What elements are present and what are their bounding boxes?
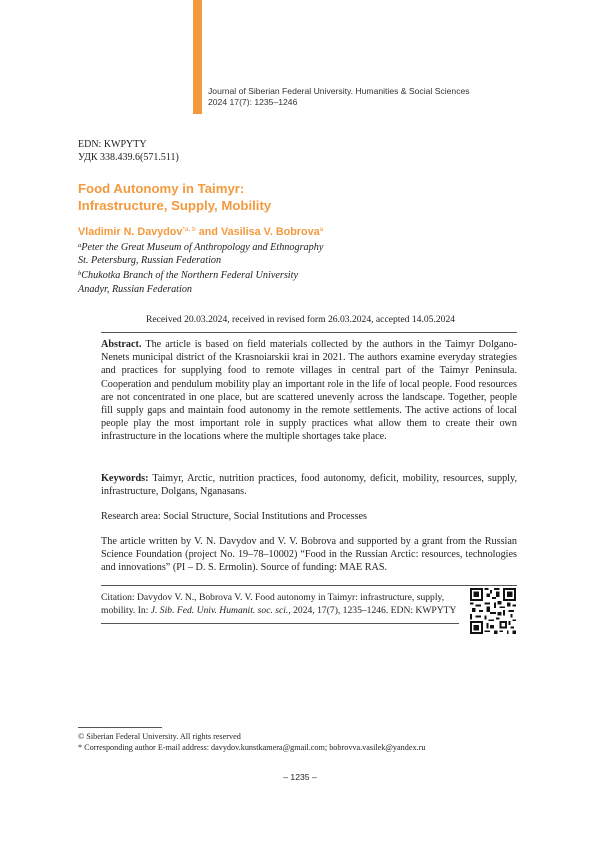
journal-name: Journal of Siberian Federal University. Humanities & Social Sciences: [208, 86, 470, 96]
udk-code: УДК 338.439.6(571.511): [78, 151, 179, 163]
author-2-marks: a: [319, 226, 324, 233]
journal-issue: 2024 17(7): 1235–1246: [208, 97, 298, 107]
citation-suffix: , 2024, 17(7), 1235–1246. EDN: KWPYTY: [288, 604, 457, 616]
article-title: [78, 180, 271, 214]
authors-and: and: [195, 226, 221, 238]
abstract: [101, 338, 517, 444]
qr-code-icon[interactable]: [470, 588, 516, 634]
citation-journal: J. Sib. Fed. Univ. Humanit. soc. sci.: [150, 604, 289, 616]
author-2: Vasilisa V. Bobrova: [220, 226, 320, 238]
grant-note: The article written by V. N. Davydov and V. V. Bobrova and supported by a grant from the Russian Science Foundation (project No. 19–78–10002) “Food in the Russian Arctic: resources, technologies and innovations” (PI – D. S. Ermolin). Source of funding: MAE RAS.: [101, 536, 517, 574]
received-dates: Received 20.03.2024, received in revised form 26.03.2024, accepted 14.05.2024: [146, 314, 456, 325]
identifiers: [78, 139, 179, 164]
journal-header: [208, 86, 538, 108]
authors: [78, 223, 323, 239]
abstract-top-rule: [101, 332, 517, 333]
page-number: – 1235 –: [283, 772, 317, 782]
affiliation-b-line-1: $^b$Chukotka Branch of the Northern Federal University: [78, 270, 298, 282]
affiliation-a-line-2: St. Petersburg, Russian Federation: [78, 255, 222, 267]
research-area: Research area: Social Structure, Social Institutions and Processes: [101, 511, 367, 522]
abstract-label: Abstract.: [101, 339, 142, 350]
keywords-text: Taimyr, Arctic, nutrition practices, food autonomy, deficit, mobility, resources, supply, infrastructure, Dolgans, Nganasans.: [101, 473, 517, 498]
author-1: Vladimir N. Davydov: [78, 226, 183, 238]
citation-prefix: Citation: Davydov V. N., Bobrova V. V. Food autonomy in Taimyr: infrastructure, supply, mobility. In:: [101, 592, 445, 616]
footnotes: [78, 731, 425, 753]
keywords-label: Keywords:: [101, 473, 149, 484]
citation: [101, 592, 459, 617]
citation-top-rule: [101, 585, 517, 586]
title-line-2: Infrastructure, Supply, Mobility: [78, 198, 272, 213]
corresponding-author-note: * Corresponding author E-mail address: davydov.kunstkamera@gmail.com; bobrovva.vasilek@yandex.ru: [78, 743, 426, 752]
affiliation-b-mark: b: [78, 270, 82, 278]
citation-bottom-rule: [101, 623, 459, 624]
abstract-text: The article is based on field materials collected by the authors in the Taimyr Dolgano-Nenets municipal district of the Krasnoiarskii krai in 2021. The authors examine everyday strategies and practices for supplying food to remote villages in central part of the Taimyr Peninsula. Cooperation and pendulum mobility play an important role in the life of local people. Food resources are not concentrated in one place, but are scattered unevenly across the landscape. Together, people fill supply gaps and maintain food autonomy in the remote settlements. The active actions of local people play the most important role in supply practices what allow them to create their own infrastructure in the locations where the multiple shortages take place.: [101, 339, 517, 443]
affiliations: [78, 239, 323, 296]
footnote-rule: [78, 727, 162, 728]
keywords: [101, 472, 517, 498]
title-line-1: Food Autonomy in Taimyr:: [78, 181, 245, 196]
author-1-marks: *a, b: [182, 226, 196, 233]
copyright-note: © Siberian Federal University. All rights reserved: [78, 732, 241, 741]
edn-code: EDN: KWPYTY: [78, 139, 147, 150]
affiliation-b-line-2: Anadyr, Russian Federation: [78, 283, 193, 295]
accent-bar: [193, 0, 202, 114]
affiliation-a-mark: a: [78, 242, 82, 249]
affiliation-a-line-1: $^a$Peter the Great Museum of Anthropology and Ethnography: [78, 242, 324, 253]
